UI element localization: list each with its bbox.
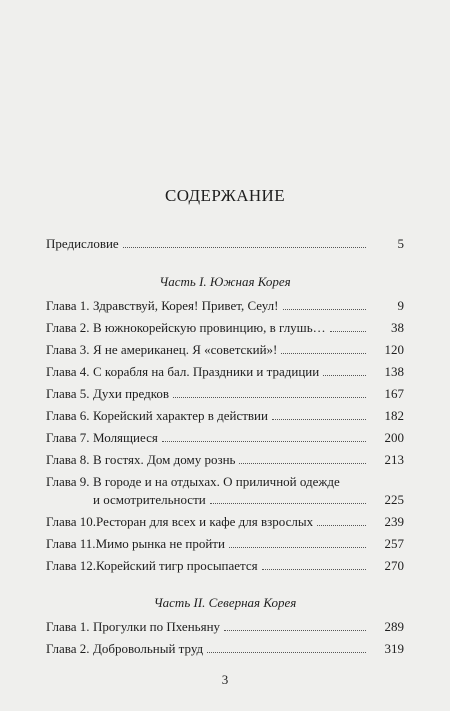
toc-entry [46, 474, 404, 490]
leader-dots [272, 409, 366, 420]
toc-entry [46, 641, 404, 657]
entry-page: 200 [384, 430, 404, 445]
entry-page: 213 [384, 452, 404, 467]
entry-title: Корейский тигр просыпается [96, 558, 258, 573]
chapter-label: Глава 1. [46, 619, 90, 634]
entry-title: В гостях. Дом дому рознь [93, 452, 236, 467]
toc-entry [46, 342, 404, 358]
entry-page: 225 [384, 492, 404, 507]
part-heading: Часть II. Северная Корея [153, 595, 297, 610]
toc-entry [46, 452, 404, 468]
entry-title-continued: и осмотрительности [93, 492, 206, 507]
entry-title: В городе и на отдыхах. О приличной одежде [93, 474, 340, 489]
toc-entry [46, 619, 404, 635]
toc-entry [46, 430, 404, 446]
entry-page: 270 [384, 558, 404, 573]
entry-page: 257 [384, 536, 404, 551]
entry-page: 120 [384, 342, 404, 357]
chapter-label: Глава 3. [46, 342, 90, 357]
leader-dots [123, 237, 366, 248]
leader-dots [323, 365, 366, 376]
leader-dots [330, 321, 366, 332]
part-heading: Часть I. Южная Корея [159, 274, 291, 289]
leader-dots [262, 559, 366, 570]
toc-entry [46, 408, 404, 424]
entry-title: Здравствуй, Корея! Привет, Сеул! [93, 298, 279, 313]
entry-title: Предисловие [46, 236, 119, 251]
leader-dots [281, 343, 366, 354]
chapter-label: Глава 2. [46, 320, 90, 335]
entry-title: Мимо рынка не пройти [95, 536, 225, 551]
entry-title: Я не американец. Я «советский»! [93, 342, 278, 357]
entry-page: 239 [384, 514, 404, 529]
chapter-label: Глава 12. [46, 558, 97, 573]
chapter-label: Глава 4. [46, 364, 90, 379]
toc-entry-continuation [46, 492, 404, 508]
leader-dots [317, 515, 366, 526]
toc-entry [46, 558, 404, 574]
entry-title: Корейский характер в действии [93, 408, 268, 423]
leader-dots [229, 537, 366, 548]
chapter-label: Глава 7. [46, 430, 90, 445]
entry-page: 289 [384, 619, 404, 634]
page-title: СОДЕРЖАНИЕ [164, 186, 286, 205]
entry-title: Добровольный труд [93, 641, 204, 656]
leader-dots [239, 453, 366, 464]
leader-dots [173, 387, 366, 398]
entry-title: В южнокорейскую провинцию, в глушь… [93, 320, 326, 335]
entry-page: 138 [384, 364, 404, 379]
toc-entry [46, 320, 404, 336]
toc-entry [46, 514, 404, 530]
entry-page: 182 [384, 408, 404, 423]
chapter-label: Глава 11. [46, 536, 96, 551]
chapter-label: Глава 9. [46, 474, 90, 489]
entry-page: 319 [384, 641, 404, 656]
entry-title: Молящиеся [93, 430, 158, 445]
entry-page: 167 [384, 386, 404, 401]
toc-entry [46, 298, 404, 314]
leader-dots [210, 493, 366, 504]
entry-title: Ресторан для всех и кафе для взрослых [96, 514, 314, 529]
chapter-label: Глава 6. [46, 408, 90, 423]
entry-page: 5 [397, 236, 404, 251]
entry-page: 9 [397, 298, 404, 313]
page-number: 3 [221, 672, 229, 687]
leader-dots [162, 431, 366, 442]
chapter-label: Глава 1. [46, 298, 90, 313]
entry-title: Духи предков [93, 386, 170, 401]
chapter-label: Глава 10. [46, 514, 97, 529]
entry-title: Прогулки по Пхеньяну [93, 619, 221, 634]
leader-dots [224, 620, 366, 631]
leader-dots [283, 299, 367, 310]
chapter-label: Глава 2. [46, 641, 90, 656]
entry-page: 38 [391, 320, 404, 335]
leader-dots [207, 642, 366, 653]
toc-entry [46, 386, 404, 402]
entry-title: С корабля на бал. Праздники и традиции [93, 364, 320, 379]
toc-entry-preface [46, 236, 404, 252]
chapter-label: Глава 8. [46, 452, 90, 467]
chapter-label: Глава 5. [46, 386, 90, 401]
toc-entry [46, 364, 404, 380]
toc-entry [46, 536, 404, 552]
